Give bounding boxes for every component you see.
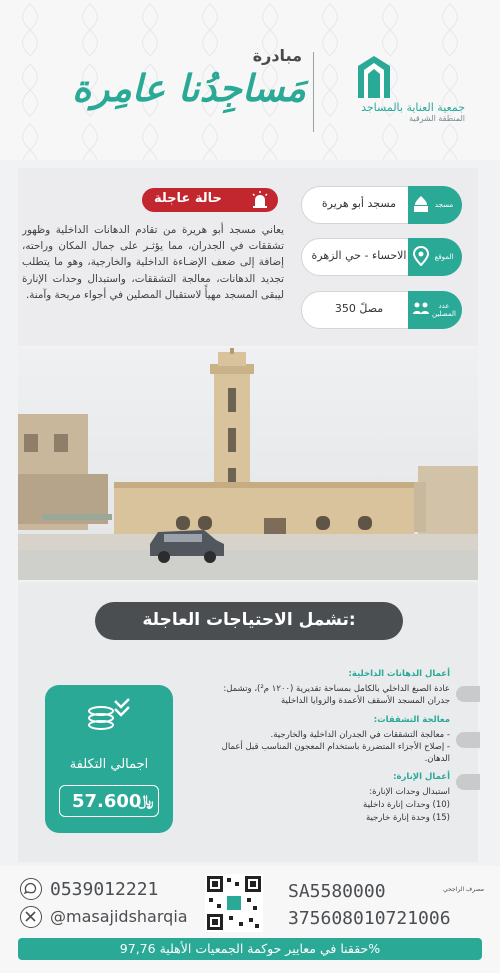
cracks-head: معالجة التشققات:: [373, 715, 450, 725]
mosque-name-label: مسجد: [434, 201, 454, 209]
governance-bar: [18, 938, 482, 960]
location-pin-icon: [412, 246, 430, 266]
location-label: الموقع: [434, 253, 454, 261]
paint-line-2: جدران المسجد الأسقف الأعمدة والزوايا الداخلية: [280, 696, 450, 706]
cracks-line-2: - إصلاح الأجزاء المتضررة باستخدام المعجون المناسب قبل أعمال: [221, 742, 450, 752]
location-value: الاحساء - حي الزهرة: [311, 249, 407, 262]
needs-title-pill: [95, 602, 403, 640]
paint-head: أعمال الدهانات الداخلية:: [348, 669, 450, 679]
mosque-name-tab: [408, 186, 462, 224]
lighting-line-1: استبدال وحدات الإنارة:: [369, 787, 450, 797]
people-icon: [412, 299, 430, 319]
lighting-line-2: (10) وحدات إنارة داخلية: [363, 800, 450, 810]
cracks-line-3: الدهان.: [424, 754, 450, 764]
riyal-symbol: ﷼: [138, 793, 154, 809]
cost-label: اجمالي التكلفة: [69, 757, 149, 772]
cracks-bar: [456, 732, 480, 748]
mosque-icon: [412, 194, 430, 214]
campaign-title: مَساجِدُنا عامِرة: [72, 66, 306, 110]
worshippers-label: عدد المصلين: [432, 302, 456, 318]
cost-card: [45, 685, 173, 833]
phone-number[interactable]: 0539012221: [50, 879, 159, 900]
urgent-description: يعاني مسجد أبو هريرة من تقادم الدهانات الداخلية وظهور تشققات في الجدران، مما يؤثـر على جمال المكان وراحته، إضافة إلى ضعف الإضـاءة الداخلية والخارجية، وهو ما يتطلب تجديد الدهانات، معالجة التشققات، واستبدال وحدات الإنارة ليبقى المسجد مهيأً لاستقبال المصلين في أجواء مريحة وآمنة.: [22, 224, 284, 301]
coins-icon: [85, 697, 131, 733]
whatsapp-icon[interactable]: [20, 878, 42, 900]
org-name: جمعية العناية بالمساجد: [361, 101, 465, 114]
initiative-label: مبادرة: [252, 46, 302, 65]
location-card: [301, 238, 462, 276]
x-twitter-icon[interactable]: [20, 906, 42, 928]
mosque-photo: [18, 348, 478, 580]
cost-value: 57.600: [72, 791, 142, 812]
worshippers-value: 350 مصلً: [334, 302, 384, 315]
worshippers-card: [301, 291, 462, 329]
org-logo-icon: [354, 54, 394, 100]
paint-line-1: عادة الصبغ الداخلي بالكامل بمساحة تقديرية (١٢٠٠ م²)، وتشمل:: [223, 684, 450, 694]
cost-box: [59, 785, 159, 817]
header-separator: [313, 52, 314, 132]
lighting-head: أعمال الإنارة:: [393, 772, 450, 782]
urgent-badge: [142, 188, 278, 212]
location-tab: [408, 238, 462, 276]
org-subtitle: المنطقة الشرقية: [409, 114, 465, 123]
iban-line-1[interactable]: SA5580000: [288, 881, 386, 902]
mosque-name-value: مسجد أبو هريرة: [321, 197, 397, 210]
needs-title: تشمل الاحتياجات العاجلة:: [142, 610, 356, 630]
governance-text: حققنا في معايير حوكمة الجمعيات الأهلية 97,76%: [119, 941, 381, 956]
paint-bar: [456, 686, 480, 702]
iban-line-2[interactable]: 375608010721006: [288, 908, 451, 929]
mosque-name-card: [301, 186, 462, 224]
qr-code: [205, 874, 263, 932]
lighting-line-3: (15) وحدة إنارة خارجية: [365, 813, 450, 823]
cracks-line-1: - معالجة التشققات في الجدران الداخلية والخارجية.: [270, 730, 450, 740]
lighting-bar: [456, 774, 480, 790]
urgent-label: حالة عاجلة: [154, 191, 222, 206]
bank-name: مصرف الراجحي: [443, 886, 484, 893]
worshippers-tab: [408, 291, 462, 329]
twitter-handle[interactable]: @masajidsharqia: [50, 907, 188, 926]
siren-icon: [251, 191, 269, 209]
